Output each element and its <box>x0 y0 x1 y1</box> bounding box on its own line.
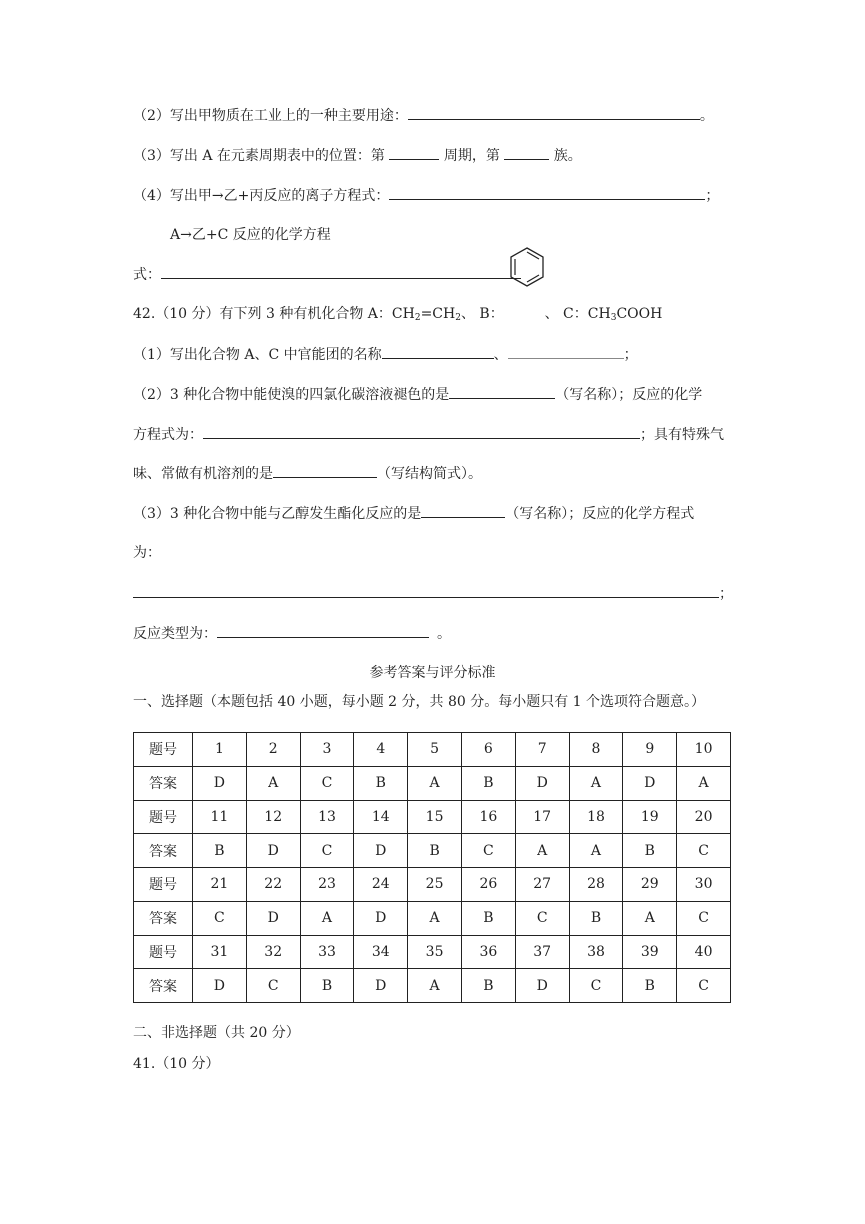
q41-part3-text-c: 族。 <box>553 148 582 164</box>
table-cell: 40 <box>677 935 731 969</box>
table-cell: 27 <box>515 868 569 902</box>
table-cell: A <box>569 766 623 800</box>
q41-period-blank[interactable] <box>389 145 439 160</box>
table-cell: B <box>461 901 515 935</box>
table-row-header-cell: 题号 <box>134 800 193 834</box>
table-cell: B <box>623 834 677 868</box>
table-cell: C <box>300 766 354 800</box>
table-cell: 16 <box>461 800 515 834</box>
table-cell: 25 <box>408 868 462 902</box>
table-cell: 34 <box>354 935 408 969</box>
table-cell: C <box>515 901 569 935</box>
table-cell: 17 <box>515 800 569 834</box>
q42-part2-line2 <box>133 424 724 445</box>
answer-table <box>133 732 731 1003</box>
table-row <box>134 800 731 834</box>
table-cell: B <box>461 969 515 1003</box>
table-cell: B <box>193 834 247 868</box>
table-cell: 32 <box>246 935 300 969</box>
table-cell: 7 <box>515 733 569 767</box>
table-cell: B <box>569 901 623 935</box>
q42-head-text: 42.（10 分）有下列 3 种有机化合物 A：CH <box>133 306 415 322</box>
table-row-header-cell: 答案 <box>134 834 193 868</box>
q42-part2-text-d: ；具有特殊气 <box>640 427 724 443</box>
table-cell: 15 <box>408 800 462 834</box>
q41-part4-blank[interactable] <box>389 185 705 200</box>
table-cell: 14 <box>354 800 408 834</box>
answer-key-section1: 一、选择题（本题包括 40 小题，每小题 2 分，共 80 分。每小题只有 1 个选项符合题意。） <box>133 694 706 710</box>
table-cell: 36 <box>461 935 515 969</box>
q42-head-eq: =CH <box>420 306 456 322</box>
table-cell: 8 <box>569 733 623 767</box>
table-cell: 24 <box>354 868 408 902</box>
table-row <box>134 733 731 767</box>
q41-part2-end: 。 <box>699 108 714 124</box>
table-cell: D <box>515 766 569 800</box>
table-cell: 18 <box>569 800 623 834</box>
table-cell: 30 <box>677 868 731 902</box>
q41-part4-text: （4）写出甲→乙+丙反应的离子方程式： <box>133 188 390 204</box>
table-row <box>134 901 731 935</box>
table-cell: B <box>461 766 515 800</box>
table-cell: C <box>677 901 731 935</box>
q42-part3-end: ； <box>719 586 733 602</box>
q42-part2-line3 <box>133 463 482 484</box>
q42-part3-text-c: 为： <box>133 545 161 561</box>
table-row <box>134 969 731 1003</box>
table-cell: B <box>623 969 677 1003</box>
q42-part4-text: 反应类型为： <box>133 626 217 642</box>
q42-head-d: COOH <box>616 306 663 322</box>
q42-part2-blank-structure[interactable] <box>273 463 377 478</box>
table-cell: 1 <box>193 733 247 767</box>
table-row <box>134 834 731 868</box>
q42-part3-line2 <box>133 543 161 563</box>
table-cell: 39 <box>623 935 677 969</box>
table-cell: 33 <box>300 935 354 969</box>
table-cell: D <box>246 901 300 935</box>
table-cell: 21 <box>193 868 247 902</box>
table-cell: 6 <box>461 733 515 767</box>
q42-part2-text-c: 方程式为： <box>133 427 203 443</box>
answer-key-section2: 二、非选择题（共 20 分） <box>133 1025 300 1041</box>
table-cell: A <box>515 834 569 868</box>
q42-head-b: 、 B： <box>460 306 504 322</box>
q41-part5b-blank[interactable] <box>161 264 521 279</box>
table-cell: 28 <box>569 868 623 902</box>
q41-part5-text: A→乙+C 反应的化学方程 <box>170 227 331 243</box>
q42-head-c: 、 C：CH <box>544 306 611 322</box>
q42-part1-sep: 、 <box>493 347 508 363</box>
table-row-header-cell: 答案 <box>134 766 193 800</box>
q42-part1 <box>133 344 638 365</box>
table-cell: C <box>193 901 247 935</box>
table-cell: 12 <box>246 800 300 834</box>
table-cell: D <box>354 834 408 868</box>
q42-part1-text: （1）写出化合物 A、C 中官能团的名称 <box>133 347 382 363</box>
q42-part1-end: ； <box>623 347 638 363</box>
q42-part3-text: （3）3 种化合物中能与乙醇发生酯化反应的是 <box>133 506 422 522</box>
q41-part5 <box>170 225 331 245</box>
table-cell: A <box>623 901 677 935</box>
table-cell: C <box>569 969 623 1003</box>
table-row-header-cell: 答案 <box>134 901 193 935</box>
table-cell: D <box>623 766 677 800</box>
table-cell: 5 <box>408 733 462 767</box>
q41-part3-text: （3）写出 A 在元素周期表中的位置：第 <box>133 148 385 164</box>
table-cell: B <box>300 969 354 1003</box>
q41-part5b-text: 式： <box>133 267 161 283</box>
q42-part2-blank-eq[interactable] <box>203 424 640 439</box>
q41-part5b <box>133 264 521 285</box>
table-cell: 31 <box>193 935 247 969</box>
table-row <box>134 868 731 902</box>
q42-part3 <box>133 503 694 524</box>
table-cell: 38 <box>569 935 623 969</box>
table-row-header-cell: 答案 <box>134 969 193 1003</box>
table-cell: A <box>408 969 462 1003</box>
table-cell: A <box>408 901 462 935</box>
table-cell: D <box>515 969 569 1003</box>
q42-part4-blank[interactable] <box>217 623 429 638</box>
table-row-header-cell: 题号 <box>134 868 193 902</box>
q42-part1-blank-c[interactable] <box>508 344 624 359</box>
table-cell: A <box>677 766 731 800</box>
table-cell: 10 <box>677 733 731 767</box>
q41-part2 <box>133 105 714 126</box>
answer-key-q41-head: 41.（10 分） <box>133 1056 220 1072</box>
table-cell: A <box>408 766 462 800</box>
table-cell: 9 <box>623 733 677 767</box>
q42-part4-end: 。 <box>437 626 451 642</box>
table-cell: 3 <box>300 733 354 767</box>
table-cell: 23 <box>300 868 354 902</box>
q41-part2-text: （2）写出甲物质在工业上的一种主要用途： <box>133 108 408 124</box>
q42-part3-blank-name[interactable] <box>421 503 505 518</box>
table-cell: C <box>461 834 515 868</box>
q42-part4 <box>133 623 451 644</box>
table-cell: D <box>246 834 300 868</box>
table-row-header-cell: 题号 <box>134 733 193 767</box>
table-cell: 11 <box>193 800 247 834</box>
q42-sub-a: 2 <box>414 313 421 323</box>
q41-part3 <box>133 145 582 166</box>
q42-part2 <box>133 384 702 405</box>
answer-key-title: 参考答案与评分标准 <box>369 665 496 681</box>
table-row-header-cell: 题号 <box>134 935 193 969</box>
q42-part2-text-e: 味、常做有机溶剂的是 <box>133 466 273 482</box>
q42-head <box>133 304 662 328</box>
table-cell: D <box>193 969 247 1003</box>
table-cell: A <box>246 766 300 800</box>
table-cell: 4 <box>354 733 408 767</box>
q42-sub-b: 2 <box>455 313 461 323</box>
q42-sub-c: 3 <box>610 313 617 323</box>
q42-part2-text-b: （写名称）；反应的化学 <box>555 387 703 403</box>
table-cell: 29 <box>623 868 677 902</box>
table-cell: C <box>677 834 731 868</box>
table-row <box>134 766 731 800</box>
table-cell: C <box>246 969 300 1003</box>
table-cell: D <box>193 766 247 800</box>
q41-part2-blank[interactable] <box>408 105 700 120</box>
q41-part3-text-b: 周期，第 <box>443 148 500 164</box>
table-cell: 19 <box>623 800 677 834</box>
q42-part1-blank-a[interactable] <box>382 344 494 359</box>
q41-part4-end: ； <box>705 188 720 204</box>
q42-part3-line3 <box>133 583 733 604</box>
table-cell: C <box>300 834 354 868</box>
q42-part2-text: （2）3 种化合物中能使溴的四氯化碳溶液褪色的是 <box>133 387 450 403</box>
table-cell: A <box>569 834 623 868</box>
table-cell: 35 <box>408 935 462 969</box>
table-cell: 13 <box>300 800 354 834</box>
table-cell: 37 <box>515 935 569 969</box>
table-cell: A <box>300 901 354 935</box>
table-cell: D <box>354 969 408 1003</box>
q42-part2-blank-name[interactable] <box>449 384 555 399</box>
table-cell: 26 <box>461 868 515 902</box>
q41-group-blank[interactable] <box>504 145 549 160</box>
table-row <box>134 935 731 969</box>
table-cell: 22 <box>246 868 300 902</box>
q42-part3-blank-eq[interactable] <box>133 583 719 598</box>
q41-part4 <box>133 185 719 206</box>
q42-part2-text-f: （写结构简式）。 <box>377 466 482 482</box>
q42-part3-text-b: （写名称）；反应的化学方程式 <box>505 506 695 522</box>
table-cell: D <box>354 901 408 935</box>
benzene-ring-icon <box>509 246 545 288</box>
table-cell: B <box>408 834 462 868</box>
table-cell: B <box>354 766 408 800</box>
table-cell: 2 <box>246 733 300 767</box>
table-cell: C <box>677 969 731 1003</box>
table-cell: 20 <box>677 800 731 834</box>
